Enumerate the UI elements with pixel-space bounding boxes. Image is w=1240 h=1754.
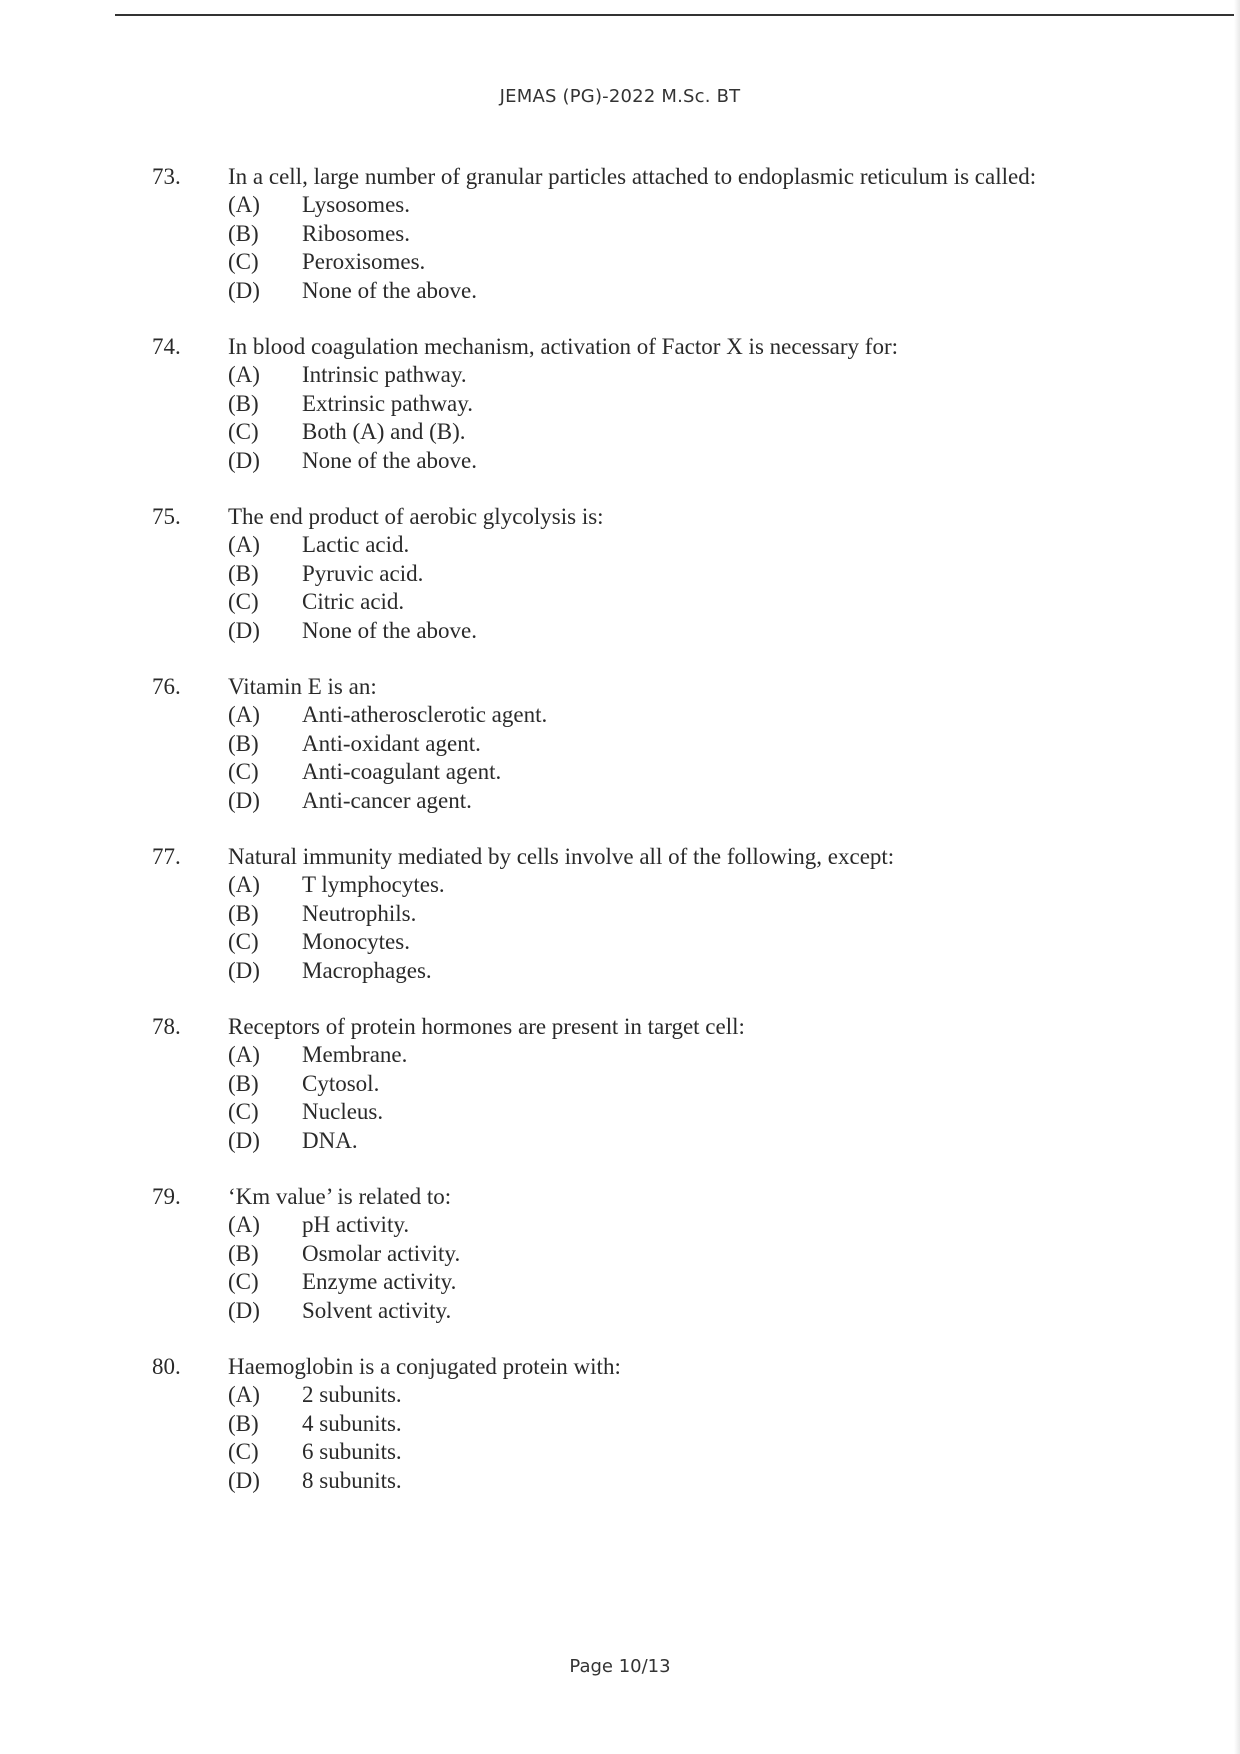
option-text: 4 subunits. <box>302 1410 402 1436</box>
question-text: In a cell, large number of granular particles attached to endoplasmic reticulum is called: <box>228 164 1037 189</box>
option-letter: (A) <box>228 362 260 387</box>
option-text: Enzyme activity. <box>302 1269 457 1294</box>
option-letter: (D) <box>228 617 260 643</box>
question-79 <box>152 1183 1052 1325</box>
option-a <box>228 1041 1052 1070</box>
option-letter: (C) <box>228 1439 259 1464</box>
option-c <box>228 928 1052 957</box>
option-b <box>228 900 1052 929</box>
question-text: In blood coagulation mechanism, activation of Factor X is necessary for: <box>228 334 898 359</box>
option-text: Osmolar activity. <box>302 1240 461 1266</box>
option-letter: (D) <box>228 957 260 983</box>
option-text: Anti-oxidant agent. <box>302 730 481 756</box>
option-list <box>228 1381 1052 1495</box>
question-text: Natural immunity mediated by cells involve all of the following, except: <box>228 844 895 869</box>
option-b <box>228 1410 1052 1439</box>
option-letter: (A) <box>228 1042 260 1067</box>
option-a <box>228 191 1052 220</box>
option-text: Ribosomes. <box>302 220 410 246</box>
option-text: Anti-atherosclerotic agent. <box>302 702 548 727</box>
option-letter: (B) <box>228 220 259 246</box>
option-text: Intrinsic pathway. <box>302 362 467 387</box>
option-letter: (A) <box>228 872 260 897</box>
option-text: Lactic acid. <box>302 532 410 557</box>
option-letter: (C) <box>228 419 259 444</box>
option-c <box>228 418 1052 447</box>
option-letter: (B) <box>228 1410 259 1436</box>
option-d <box>228 1297 1052 1326</box>
option-d <box>228 277 1052 306</box>
option-letter: (D) <box>228 787 260 813</box>
option-letter: (C) <box>228 759 259 784</box>
option-letter: (C) <box>228 249 259 274</box>
option-letter: (A) <box>228 1382 260 1407</box>
option-letter: (C) <box>228 589 259 614</box>
option-letter: (A) <box>228 1212 260 1237</box>
option-c <box>228 758 1052 787</box>
option-a <box>228 531 1052 560</box>
option-text: None of the above. <box>302 277 477 303</box>
option-letter: (D) <box>228 1297 260 1323</box>
option-text: Extrinsic pathway. <box>302 390 473 416</box>
option-letter: (D) <box>228 1127 260 1153</box>
option-text: Cytosol. <box>302 1070 380 1096</box>
option-list <box>228 361 1052 475</box>
option-letter: (B) <box>228 730 259 756</box>
option-letter: (C) <box>228 1269 259 1294</box>
option-a <box>228 1381 1052 1410</box>
option-text: Citric acid. <box>302 589 405 614</box>
option-list <box>228 191 1052 305</box>
option-b <box>228 560 1052 589</box>
question-text: Haemoglobin is a conjugated protein with: <box>228 1354 621 1379</box>
top-border-rule <box>115 14 1240 16</box>
option-letter: (D) <box>228 447 260 473</box>
option-text: Pyruvic acid. <box>302 560 424 586</box>
question-77 <box>152 843 1052 985</box>
option-letter: (A) <box>228 532 260 557</box>
option-letter: (B) <box>228 900 259 926</box>
option-text: pH activity. <box>302 1212 410 1237</box>
option-letter: (D) <box>228 1467 260 1493</box>
scan-edge-shadow <box>1234 0 1240 1754</box>
question-text: Receptors of protein hormones are present in target cell: <box>228 1014 745 1039</box>
option-text: 6 subunits. <box>302 1439 402 1464</box>
option-text: Lysosomes. <box>302 192 410 217</box>
option-text: Membrane. <box>302 1042 408 1067</box>
option-letter: (A) <box>228 702 260 727</box>
option-d <box>228 447 1052 476</box>
option-c <box>228 1098 1052 1127</box>
option-d <box>228 957 1052 986</box>
option-text: None of the above. <box>302 617 477 643</box>
option-c <box>228 1268 1052 1297</box>
option-text: Peroxisomes. <box>302 249 426 274</box>
option-text: None of the above. <box>302 447 477 473</box>
question-number: 80. <box>152 1354 181 1379</box>
option-text: 8 subunits. <box>302 1467 402 1493</box>
question-number: 79. <box>152 1184 181 1209</box>
question-number: 78. <box>152 1014 181 1039</box>
question-text: Vitamin E is an: <box>228 674 377 699</box>
option-list <box>228 1211 1052 1325</box>
option-list <box>228 701 1052 815</box>
option-a <box>228 871 1052 900</box>
option-letter: (B) <box>228 390 259 416</box>
question-text: The end product of aerobic glycolysis is: <box>228 504 604 529</box>
option-b <box>228 1070 1052 1099</box>
option-b <box>228 1240 1052 1269</box>
option-text: Neutrophils. <box>302 900 417 926</box>
question-number: 73. <box>152 164 181 189</box>
option-b <box>228 220 1052 249</box>
option-letter: (B) <box>228 1240 259 1266</box>
question-number: 74. <box>152 334 181 359</box>
question-74 <box>152 333 1052 475</box>
option-d <box>228 617 1052 646</box>
question-number: 77. <box>152 844 181 869</box>
page-header: JEMAS (PG)-2022 M.Sc. BT <box>499 86 741 107</box>
question-75 <box>152 503 1052 645</box>
option-text: Anti-cancer agent. <box>302 787 472 813</box>
option-text: T lymphocytes. <box>302 872 445 897</box>
option-c <box>228 1438 1052 1467</box>
option-text: Solvent activity. <box>302 1297 452 1323</box>
question-number: 75. <box>152 504 181 529</box>
question-number: 76. <box>152 674 181 699</box>
question-text: ‘Km value’ is related to: <box>228 1184 452 1209</box>
option-letter: (D) <box>228 277 260 303</box>
question-78 <box>152 1013 1052 1155</box>
option-text: Both (A) and (B). <box>302 419 466 444</box>
page-number: Page 10/13 <box>569 1656 671 1677</box>
option-list <box>228 871 1052 985</box>
option-letter: (C) <box>228 1099 259 1124</box>
option-letter: (C) <box>228 929 259 954</box>
option-d <box>228 787 1052 816</box>
option-list <box>228 1041 1052 1155</box>
option-text: Monocytes. <box>302 929 410 954</box>
option-b <box>228 730 1052 759</box>
question-list <box>152 163 1052 1523</box>
option-text: Anti-coagulant agent. <box>302 759 502 784</box>
option-letter: (B) <box>228 1070 259 1096</box>
option-d <box>228 1127 1052 1156</box>
option-b <box>228 390 1052 419</box>
option-text: Nucleus. <box>302 1099 384 1124</box>
question-73 <box>152 163 1052 305</box>
option-text: 2 subunits. <box>302 1382 402 1407</box>
question-76 <box>152 673 1052 815</box>
option-c <box>228 248 1052 277</box>
option-a <box>228 1211 1052 1240</box>
option-letter: (B) <box>228 560 259 586</box>
option-letter: (A) <box>228 192 260 217</box>
option-a <box>228 361 1052 390</box>
option-text: Macrophages. <box>302 957 432 983</box>
option-list <box>228 531 1052 645</box>
option-c <box>228 588 1052 617</box>
option-text: DNA. <box>302 1127 358 1153</box>
question-80 <box>152 1353 1052 1495</box>
option-a <box>228 701 1052 730</box>
option-d <box>228 1467 1052 1496</box>
